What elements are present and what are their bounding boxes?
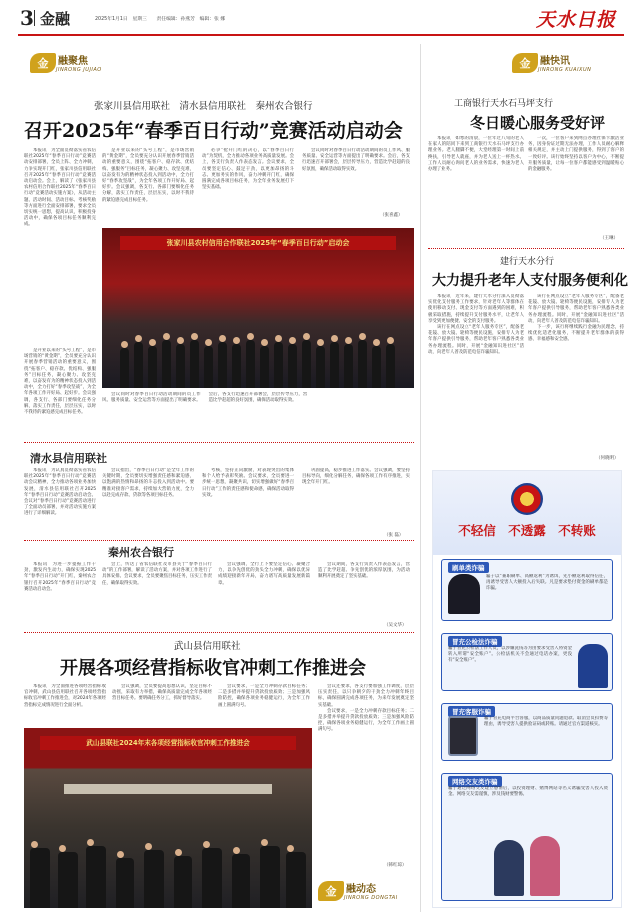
brief-1-col-2: 一次，一位客户来到网点办理社保卡激活业务，因身份证过期无法办理，工作人员耐心解释相关规定，并主动上门提供服务，得到了客户的一致好评。该行始终坚持以客户为中心，不断提升服务质量，让每一位客户都能感受到温暖贴心的金融服务。	[528, 136, 624, 173]
photo-2-audience	[24, 818, 312, 908]
anti-fraud-poster	[432, 470, 622, 908]
section-pinyin: JINRONG KUAIXUN	[538, 67, 592, 73]
page-header	[0, 0, 640, 40]
article-1-col-4: 会议同时对春季百日行动活动期间的员工作风、服务质量、安全运营等方面提出了明确要求。会后，各支行迅速召开部署会，层层传导压力，营造比学赶超的良好氛围，确保活动取得实效。	[302, 148, 410, 172]
article-3-col-4: 会议期间，各支行负责人作表态发言，营造了比学赶超、争先创优的浓厚氛围，为活动顺利开展奠定了坚实基础。	[318, 562, 410, 580]
phone-icon	[448, 716, 478, 756]
promo-tag: 冒充客服诈骗	[448, 706, 495, 717]
header-rule	[18, 34, 624, 36]
brief-1-kicker: 工商银行天水石马坪支行	[454, 99, 554, 109]
section-pinyin: JINRONG JUJIAO	[56, 67, 102, 73]
promo-text: 骗子冒充电商平台客服，以商品质量问题退款、取消会员扣费等理由，诱导受害人提供验证码或转账。请通过官方渠道核实。	[484, 716, 608, 728]
section-label: 融聚焦	[58, 56, 88, 67]
divider-2	[24, 540, 414, 541]
article-2-col-2: 会议指出，“春季百日行动”是全年工作的关键时期，全员要切实增强责任感和紧迫感，以饱满的热情和昂扬的斗志投入到活动中。要精准对接客户需求，持续加大营销力度，全力以赴完成存款、贷款等各项目标任务。	[102, 468, 194, 498]
right-section-tag	[512, 52, 591, 73]
article-2-col-1: 本报讯 为认真贯彻落实省农信联社2025年“春季百日行动”竞赛活动会议精神，全力推动各项业务加快发展，清水县信用联社召开2025年“春季百日行动”竞赛活动启动会。会议对“春季百日行动”竞赛活动进行了全面动员部署，并对活动实施方案进行了详细解读。	[24, 468, 96, 517]
article-1-col-3: 必争”抢开门红的决心，以“春季百日行动”为契机，全力推动各项业务高质量发展。会上，各支行负责人作表态发言。会议要求，全员要坚定信心、鼓足干劲，以更加昂扬的斗志、更加务实的作风，奋力冲刺开门红，确保圆满完成各项目标任务，为全年业务发展打下坚实基础。	[202, 148, 294, 191]
photo-2-table	[64, 784, 272, 794]
article-1-col-1-cont: 是开业以来的“头号工程”，是市场营销的“黄金期”，全员要充分认识开展春季营销活动的重要意义，围绕“拓客户、稳存款、优结构、强服务”目标任务，凝心聚力、攻坚克难，以奋发有为的精神状态投入到活动中，全力打好“春季攻坚战”，为全年各项工作开好局、起好步。会议强调，各支行、各部门要细化任务分解，落实工作责任，层层压实，以时不我待的紧迫感完成目标任务。	[24, 348, 96, 416]
photo-2-banner: 武山县联社2024年末各项经营指标收官冲刺工作推进会	[40, 736, 296, 750]
photo-1-crowd	[116, 288, 400, 388]
page-number: 3	[20, 6, 34, 30]
article-1-title: 召开2025年“春季百日行动”竞赛活动启动会	[24, 120, 403, 142]
article-4-photo	[24, 728, 312, 908]
promo-tag: 刷单类诈骗	[448, 562, 489, 573]
brief-1-title: 冬日暖心服务受好评	[470, 114, 606, 132]
brief-1-col-1: 本报讯 如寒的清晨，一位年过八旬的老人在家人的陪同下来到工商银行天水石马坪支行办理业务。老人腿脚不便，大堂经理第一时间上前搀扶，引导老人就座，并为老人送上一杯热水。工作人员耐心询问老人的业务需求，快速为老人办理了业务。	[428, 136, 524, 173]
article-2-kicker: 清水县信用联社	[30, 452, 107, 465]
header-divider	[34, 10, 35, 26]
poster-headline: 不轻信 不透露 不转账	[458, 523, 596, 538]
article-3-byline: （吴文华）	[384, 623, 407, 628]
promo-tag: 网络交友类诈骗	[448, 776, 502, 787]
section-title: 金融	[40, 10, 71, 28]
article-4-title: 开展各项经营指标收官冲刺工作推进会	[60, 658, 366, 679]
article-3-kicker: 秦州农合银行	[108, 546, 174, 559]
promo-item-4	[441, 773, 613, 901]
column-divider	[420, 44, 421, 912]
brief-2-col-1: 本报讯 近年来，建行天水分行深入贯彻落实优化支付服务工作要求，针对老年人等群体在使用移动支付、现金支付等方面遇到的困难，积极采取措施，持续提升支付服务水平，让老年人享受到更加便捷、安全的支付服务。 该行在网点设立“老年人服务专区”，配备老花镜、放大镜、轮椅等便民设施，安排专人为老年客户提供引导服务，帮助老年客户熟悉各类业务办理流程。同时，开展“金融知识进社区”活动，向老年人普及防范电信诈骗知识。	[428, 294, 524, 355]
brief-2-byline: （何晓明）	[596, 456, 619, 461]
article-2-col-3: 考核，坚持正向激励，对表现突出的集体和个人给予表彰奖励。会议要求，全员要进一步统一思想，凝聚共识，切实增强做好“春季百日行动”工作的责任感和使命感，确保活动取得实效。	[202, 468, 294, 498]
section-label: 融动态	[346, 884, 376, 895]
promo-item-1	[441, 559, 613, 621]
article-3-col-3: 会议强调，全行上下要坚定信心、凝聚合力，以争先创优的劲头全力冲刺，确保以优异成绩迎接新年开局，奋力谱写高质量发展新篇章。	[218, 562, 310, 586]
article-4-col-4: 会议还要求，各支行要加强工作调度，层层压实责任，以只争朝夕的干劲全力冲刺年终目标，确保圆满完成各项任务，为来年发展奠定坚实基础。 会议要求，一是全力冲刺存款目标任务；二是多措并举提升贷款投放质效；三是加强风险防控，确保各项业务稳健运行，为全年工作画上圆满句号。	[318, 684, 414, 733]
article-1-photo	[102, 228, 414, 388]
brief-2-title: 大力提升老年人支付服务便利化	[432, 273, 628, 289]
divider-3	[24, 632, 414, 633]
promo-item-3	[441, 703, 613, 761]
brief-1-byline: （王琳）	[600, 236, 618, 241]
section-badge: 金	[30, 53, 56, 73]
article-1-col-2: 是开业以来的“头号工程”，是市场营销的“黄金期”，全员要充分认识开展春季营销活动的重要意义，围绕“拓客户、稳存款、优结构、强服务”目标任务，凝心聚力、攻坚克难，以奋发有为的精神状态投入到活动中，全力打好“春季攻坚战”，为全年各项工作开好局、起好步。会议强调，各支行、各部门要细化任务分解，落实工作责任，层层压实，以时不我待的紧迫感完成目标任务。	[102, 148, 194, 203]
promo-text: 骗子冒充公检法工作人员，以涉嫌洗钱等为由要求受害人将资金转入所谓“安全账户”。公检法机关不会通过电话办案，更没有“安全账户”。	[448, 646, 572, 664]
police-badge-icon	[511, 483, 543, 515]
couple-figure-icon	[490, 826, 566, 896]
article-4-col-3: 会议要求，一是全力冲刺存款目标任务；二是多措并举提升贷款投放质效；三是加强风险防控，确保各项业务稳健运行，为全年工作画上圆满句号。	[218, 684, 310, 708]
article-2-byline: （张 磊）	[384, 533, 404, 538]
article-2-col-4: 巩固提高，稳步推进工作落实。会议强调，要坚持目标导向，细化分解任务，确保各项工作有序推进，实现全年开门红。	[302, 468, 410, 486]
article-3-col-1: 本报讯 为进一步提振工作干劲，激发内生动力，确保实现2025年“春季百日行动”开门红，秦州农合银行召开2025年“春季百日行动”竞赛活动启动会。	[24, 562, 96, 592]
article-1-col-1: 本报讯 为全面贯彻落实省农信联社2025年“春季百日行动”竞赛活动安排部署，全员上阵、全力冲刺，力争实现开门红，张家川县信用联社召开2025年“春季百日行动”竞赛活动启动会。会上，解读了《张家川县农村信用合作联社2025年“春季百日行动”竞赛活动实施方案》，从活动主题、活动时间、活动目标、考核奖励等方面进行全面安排部署，要求全员切实统一思想，提高认识，积极投身活动中，确保各项目标任务顺利完成。	[24, 148, 96, 228]
section-badge: 金	[318, 881, 344, 901]
fraud-figure-icon	[448, 574, 480, 614]
promo-text: 骗子以“兼职刷单、高额返利”为诱饵，先小额返利取得信任，再诱导受害人大额投入后失联。凡是要求垫付资金的刷单都是诈骗。	[486, 574, 608, 592]
bottom-section-tag	[318, 880, 398, 901]
divider-right-1	[428, 248, 624, 249]
article-4-col-2: 会议强调，全员要提高思想认识，坚定目标不动摇，采取有力举措，确保高质量完成全年各项经营目标任务。要明确任务分工，抓好督导落实。	[112, 684, 212, 702]
article-3-col-2: 会上，传达了省农信联社及市县关于“春季百日行动”的工作部署，解读了活动方案，并对各项工作进行了具体安排。会议要求，全员要聚焦目标任务，压实工作责任，确保取得实效。	[102, 562, 212, 586]
photo-1-banner: 张家川县农村信用合作联社2025年“春季百日行动”启动会	[120, 236, 396, 250]
article-4-col-1: 本报讯 为全面推进各项经营指标收官冲刺，武山县信用联社召开各项经营指标收官冲刺工作推进会，对2024年各项经营指标完成情况进行全面分析。	[24, 684, 106, 708]
left-section-tag	[30, 52, 102, 73]
promo-text: 骗子通过网络交友建立感情后，以投资理财、赌博网站等名义诱骗受害人投入资金。网络交友需谨慎，涉及钱财要警惕。	[448, 786, 608, 798]
article-1-tail: 会议同时对春季百日行动活动期间的员工作风、服务质量、安全运营等方面提出了明确要求。会后，各支行迅速召开部署会，层层传导压力，营造比学赶超的良好氛围，确保活动取得实效。	[102, 392, 308, 404]
article-1-kicker: 张家川县信用联社 清水县信用联社 秦州农合银行	[94, 101, 313, 112]
promo-tag: 冒充公检法诈骗	[448, 636, 502, 647]
section-badge: 金	[512, 53, 538, 73]
masthead-logo: 天水日报	[535, 9, 616, 31]
section-label: 融快讯	[540, 56, 570, 67]
promo-item-2	[441, 633, 613, 691]
article-4-byline: （韩红琼）	[384, 863, 407, 868]
brief-2-col-2: 该行在网点设立“老年人服务专区”，配备老花镜、放大镜、轮椅等便民设施，安排专人为老年客户提供引导服务，帮助老年客户熟悉各类业务办理流程。同时，开展“金融知识进社区”活动，向老年人普及防范电信诈骗知识。 下一步，该行将继续践行金融为民理念，持续优化适老化服务，不断提升老年群体的获得感、幸福感和安全感。	[528, 294, 624, 343]
article-1-byline: （张喜鑫）	[380, 213, 403, 218]
article-4-kicker: 武山县信用联社	[174, 641, 241, 652]
brief-2-kicker: 建行天水分行	[500, 257, 555, 267]
section-pinyin: JINRONG DONGTAI	[344, 895, 398, 901]
header-meta: 2025年1月1日 星期三 责任编辑：孙燕芳 编辑：张 娜	[95, 17, 226, 22]
police-figure-icon	[578, 644, 608, 688]
divider-1	[24, 442, 414, 443]
